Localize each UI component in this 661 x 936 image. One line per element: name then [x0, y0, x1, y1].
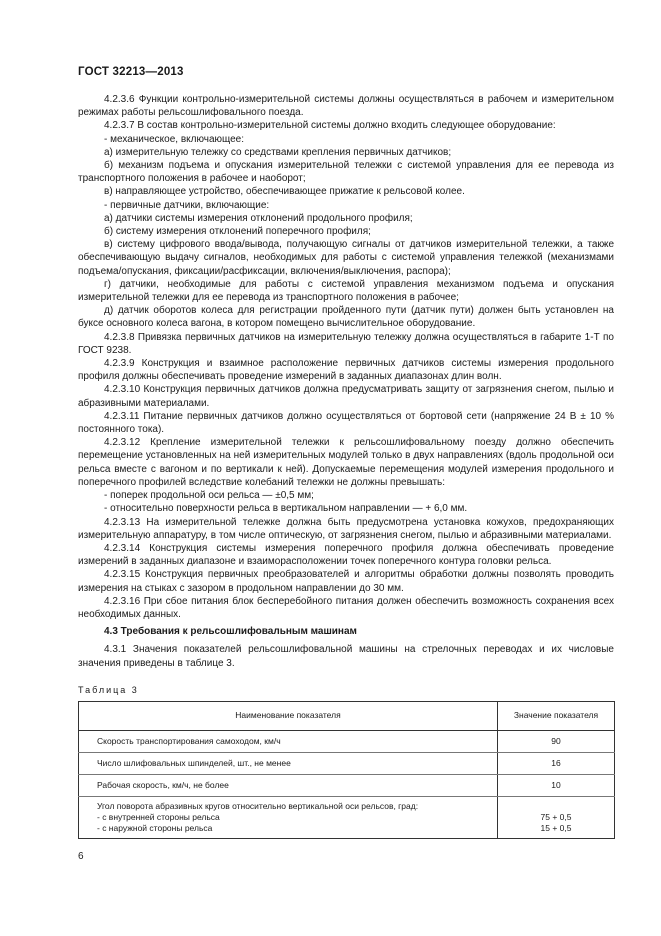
list-item: - относительно поверхности рельса в вертикальном направлении — + 6,0 мм. — [104, 503, 468, 515]
list-item: - первичные датчики, включающие: — [104, 199, 270, 211]
cell-name: Скорость транспортирования самоходом, км/ч — [79, 730, 498, 752]
cell-name-main: Угол поворота абразивных кругов относительно вертикальной оси рельсов, град: — [97, 800, 419, 811]
section-intro: 4.3.1 Значения показателей рельсошлифовальной машины на стрелочных переводах и их числовые значения приведены в таблице 3. — [78, 644, 614, 669]
paragraph: 4.2.3.6 Функции контрольно-измерительной системы должны осуществляться в рабочем и измерительном режимах работы рельсошлифовального поезда. — [78, 94, 614, 119]
cell-value: 10 — [498, 774, 615, 796]
parameters-table — [78, 701, 615, 839]
cell-name — [79, 796, 498, 838]
paragraph: 4.2.3.11 Питание первичных датчиков должно осуществляться от бортовой сети (напряжение 24 В ± 10 % постоянного тока). — [78, 410, 614, 436]
list-item: д) датчик оборотов колеса для регистрации пройденного пути (датчик пути) должен быть установлен на буксе основного колеса вагона, в котором помещено вычислительное оборудование. — [78, 305, 614, 330]
cell-value: 16 — [498, 752, 615, 774]
table-row — [79, 774, 615, 796]
list-item: - поперек продольной оси рельса — ±0,5 мм; — [104, 490, 314, 502]
list-item: а) датчики системы измерения отклонений продольного профиля; — [104, 212, 413, 224]
list-item: - механическое, включающее: — [104, 133, 245, 145]
paragraph: 4.2.3.8 Привязка первичных датчиков на измерительную тележку должна осуществляться в габарите 1-Т по ГОСТ 9238. — [78, 331, 614, 356]
list-item: б) механизм подъема и опускания измерительной тележки с системой управления для ее перевода из транспортного положения в рабочее и наоборот; — [78, 160, 614, 185]
paragraph: 4.2.3.7 В состав контрольно-измерительной системы должно входить следующее оборудование: — [104, 120, 556, 132]
list-item: б) систему измерения отклонений поперечного профиля; — [104, 226, 371, 238]
list-item: в) систему цифрового ввода/вывода, получающую сигналы от датчиков измерительной тележки, а также обеспечивающую выдачу сигналов, необходимых для работы с системой управления тележкой (механизмами подъема/опускания, фиксации/расфиксации, включения/выключения, распора); — [78, 239, 614, 277]
table-header-row — [79, 701, 615, 730]
table-row — [79, 730, 615, 752]
cell-value — [498, 796, 615, 838]
table-row — [79, 752, 615, 774]
cell-value: 90 — [498, 730, 615, 752]
list-item: в) направляющее устройство, обеспечивающее прижатие к рельсовой колее. — [104, 186, 465, 198]
cell-name-sub: - с наружной стороны рельса — [97, 822, 213, 833]
paragraph: 4.2.3.14 Конструкция системы измерения поперечного профиля должна обеспечивать проведение измерений в заданных диапазоне и взаиморасположении точек поперечного контура головки рельса. — [78, 542, 614, 568]
cell-value-sub: 15 + 0,5 — [540, 822, 572, 833]
document-body — [78, 93, 614, 839]
cell-name: Рабочая скорость, км/ч, не более — [79, 774, 498, 796]
paragraph: 4.2.3.15 Конструкция первичных преобразователей и алгоритмы обработки должны позволять проводить измерения на стыках с зазором в продольном направлении до 30 мм. — [78, 569, 614, 594]
table-row — [79, 796, 615, 838]
page-number: 6 — [78, 851, 84, 862]
standard-header: ГОСТ 32213—2013 — [78, 66, 184, 78]
cell-name-sub: - с внутренней стороны рельса — [97, 811, 220, 822]
paragraph: 4.2.3.9 Конструкция и взаимное расположение первичных датчиков системы измерения продольного профиля должны обеспечивать проведение измерений в заданных диапазонах длин волн. — [78, 358, 614, 383]
paragraph: 4.2.3.12 Крепление измерительной тележки к рельсошлифовальному поезду должно обеспечить перемещение установленных на ней измерительных модулей только в двух направлениях (вдоль продольной оси рельса вместе с вагоном и по вертикали к ней). Допускаемые перемещения модулей измерения продольного и поперечного профилей вследствие колебаний тележки не должны превышать: — [78, 437, 614, 488]
paragraph: 4.2.3.13 На измерительной тележке должна быть предусмотрена установка кожухов, предохраняющих измерительную аппаратуру, в том числе оптическую, от загрязнения снегом, пылью и абразивными материалами. — [78, 516, 614, 541]
cell-name: Число шлифовальных шпинделей, шт., не менее — [79, 752, 498, 774]
cell-value-sub: 75 + 0,5 — [540, 811, 572, 822]
section-heading: 4.3 Требования к рельсошлифовальным машинам — [104, 626, 357, 638]
paragraph: 4.2.3.10 Конструкция первичных датчиков должна предусматривать защиту от загрязнения снегом, пылью и абразивными материалами. — [78, 384, 614, 409]
list-item: г) датчики, необходимые для работы с системой управления механизмом подъема и опускания измерительной тележки для ее перевода из транспортного положения в рабочее; — [78, 278, 614, 304]
paragraph: 4.2.3.16 При сбое питания блок бесперебойного питания должен обеспечить возможность сохранения всех необходимых данных. — [78, 595, 614, 620]
table-caption: Таблица 3 — [78, 684, 139, 695]
column-header-name: Наименование показателя — [79, 701, 498, 730]
column-header-value: Значение показателя — [498, 701, 615, 730]
list-item: а) измерительную тележку со средствами крепления первичных датчиков; — [104, 146, 452, 158]
